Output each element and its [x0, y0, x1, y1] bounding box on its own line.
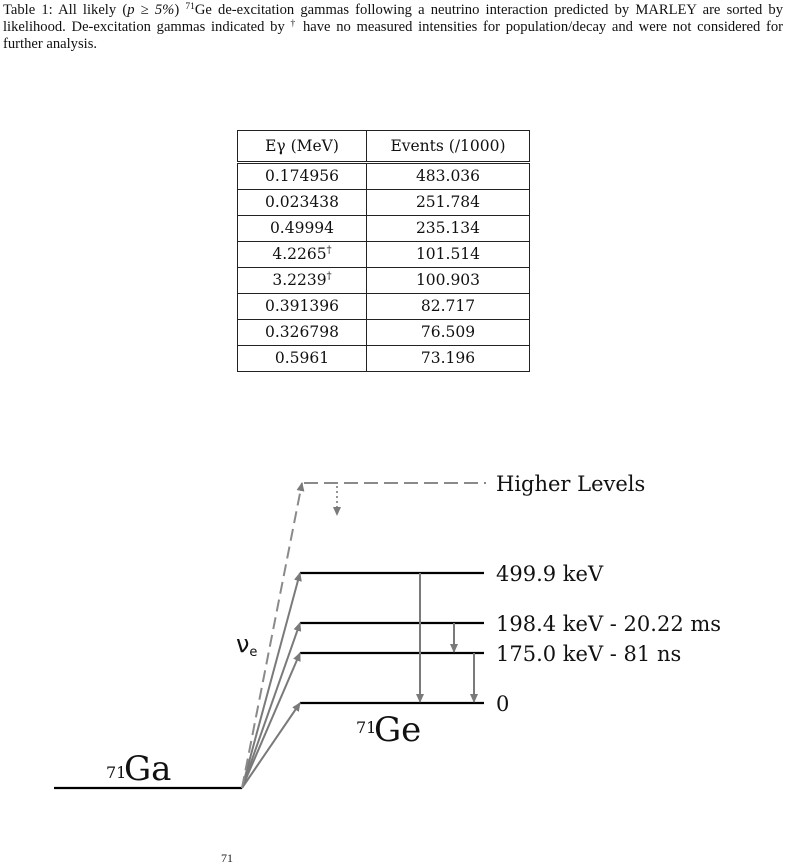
energy-value: 0.326798	[265, 323, 339, 341]
gamma-table	[237, 130, 530, 372]
events-cell: 82.717	[367, 294, 530, 320]
table-header-row	[238, 131, 530, 163]
energy-cell	[238, 320, 367, 346]
energy-cell	[238, 163, 367, 190]
energy-cell	[238, 346, 367, 372]
energy-cell	[238, 190, 367, 216]
events-cell: 235.134	[367, 216, 530, 242]
table-row	[238, 190, 530, 216]
energy-value: 0.023438	[265, 193, 339, 211]
level-label-198: 198.4 keV - 20.22 ms	[496, 612, 722, 636]
caption-text-d: have no measured intensities for population/decay and were not considered for further analysis.	[3, 19, 784, 52]
neutrino-label	[236, 630, 257, 660]
events-header: Events (/1000)	[367, 131, 530, 163]
cut-off-text-fragment: 71	[221, 851, 233, 865]
table-caption	[3, 2, 783, 53]
neutrino-subscript: e	[249, 645, 258, 660]
energy-value: 0.174956	[265, 167, 339, 185]
table-row	[238, 346, 530, 372]
table-row	[238, 320, 530, 346]
table-row	[238, 216, 530, 242]
energy-header: Eγ (MeV)	[238, 131, 367, 163]
events-cell: 76.509	[367, 320, 530, 346]
ge-mass-number: 71	[356, 718, 377, 737]
caption-condition: p ≥ 5%	[127, 2, 175, 18]
table-body	[238, 163, 530, 372]
energy-cell	[238, 294, 367, 320]
caption-label: Table 1:	[3, 2, 53, 18]
table-row	[238, 242, 530, 268]
table-row	[238, 268, 530, 294]
energy-value: 4.2265	[272, 245, 327, 263]
events-cell: 100.903	[367, 268, 530, 294]
excitation-arrow-500	[242, 573, 300, 788]
ga-mass-number: 71	[106, 763, 127, 782]
neutrino-symbol: ν	[236, 630, 250, 658]
events-cell: 251.784	[367, 190, 530, 216]
events-cell: 483.036	[367, 163, 530, 190]
level-label-500: 499.9 keV	[496, 562, 604, 586]
excitation-arrow-175	[242, 653, 300, 788]
level-label-0: 0	[496, 692, 510, 716]
table-row	[238, 294, 530, 320]
dagger-mark: †	[326, 271, 332, 282]
energy-value: 0.391396	[265, 297, 339, 315]
higher-levels-label: Higher Levels	[496, 472, 646, 496]
excitation-arrow-higher	[242, 483, 302, 788]
caption-text-b: )	[174, 2, 186, 18]
level-diagram	[0, 440, 788, 850]
energy-cell	[238, 242, 367, 268]
energy-value: 0.5961	[274, 349, 330, 367]
energy-value: 0.49994	[269, 219, 335, 237]
dagger-mark: †	[326, 245, 332, 256]
events-cell: 73.196	[367, 346, 530, 372]
caption-text-c: Ge de-excitation gammas following a neutrino interaction predicted by MARLEY are sorted by likelihood. De-excitation gammas indicated by	[3, 2, 784, 35]
level-label-175: 175.0 keV - 81 ns	[496, 642, 682, 666]
table-row	[238, 163, 530, 190]
ga-symbol: Ga	[124, 749, 172, 789]
energy-cell	[238, 216, 367, 242]
caption-mass-number: 71	[185, 2, 195, 12]
caption-dagger: †	[290, 19, 298, 29]
energy-cell	[238, 268, 367, 294]
caption-text-a: All likely (	[58, 2, 128, 18]
events-cell: 101.514	[367, 242, 530, 268]
energy-value: 3.2239	[272, 271, 327, 289]
ge-symbol: Ge	[374, 710, 422, 750]
